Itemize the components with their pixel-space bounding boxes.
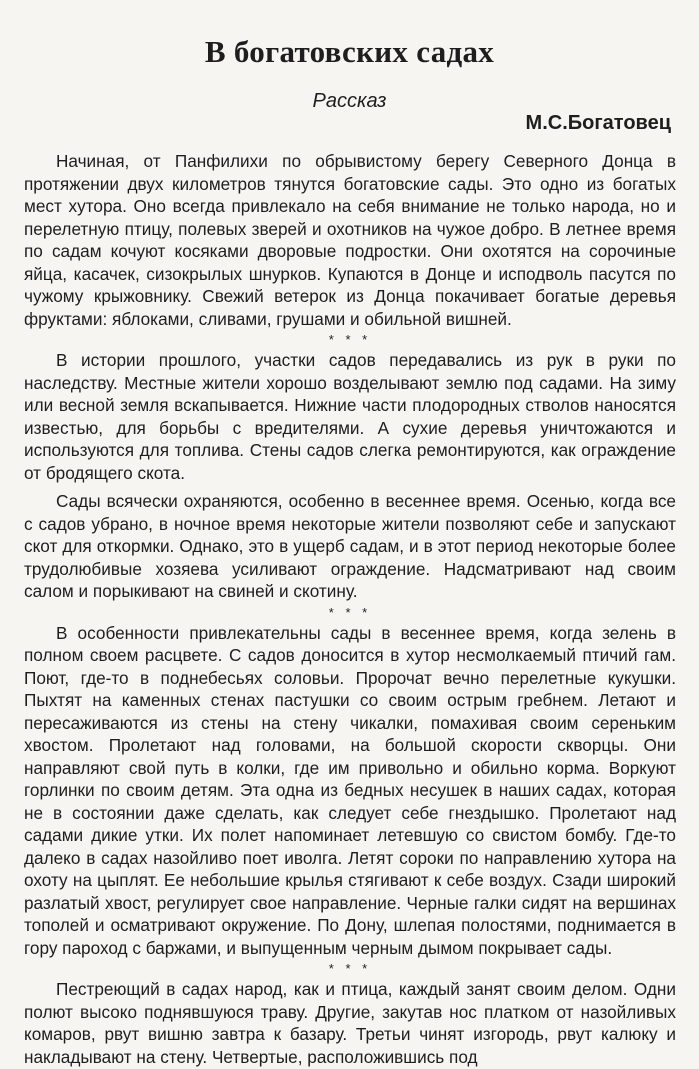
- paragraph-4: В особенности привлекательны сады в весеннее время, когда зелень в полном своем расцвете. С садов доносится в хутор несмолкаемый птичий гам. Поют, где-то в поднебесьях соловьи. Пророчат вечно перелетные кукушки. Пыхтят на каменных стенах пастушки со своим острым гребнем. Летают и пересаживаются из стены на стену чикалки, помахивая своим сереньким хвостом. Пролетают над головами, на большой скорости скворцы. Они направляют свой путь в колки, где им привольно и обильно корма. Воркуют горлинки по своим детям. Эта одна из бедных несушек в наших садах, которая не в состоянии даже сделать, как следует себе гнездышко. Пролетают над садами дикие утки. Их полет напоминает летевшую со свистом бомбу. Где-то далеко в садах назойливо поет иволга. Летят сороки по направлению хутора на охоту на цыплят. Ее небольшие крылья стягивают к себе воздух. Сзади широкий разлатый хвост, регулирует свое направление. Черные галки сидят на вершинах тополей и осматривают окружение. По Дону, шлепая полостями, поднимается в гору пароход с баржами, и выпущенным черным дымом покрывает сады.: [24, 622, 676, 958]
- article-subtitle: Рассказ: [312, 90, 387, 112]
- article-body: [24, 150, 676, 1068]
- section-separator-2: * * *: [328, 604, 372, 620]
- paragraph-5: Пестреющий в садах народ, как и птица, каждый занят своим делом. Одни полют высоко поднявшуюся траву. Другие, закутав нос платком от назойливых комаров, рвут вишню завтра к базару. Третьи чинят изгородь, рвут калюку и накладывают на стену. Четвертые, расположившись под: [24, 979, 676, 1067]
- paragraph-2: В истории прошлого, участки садов передавались из рук в руки по наследству. Местные жители хорошо возделывают землю под садами. На зиму или весной земля вскапывается. Нижние части плодородных стволов наносятся известью, для борьбы с вредителями. А сухие деревья уничтожаются и используются для топлива. Стены садов слегка ремонтируются, как ограждение от бродящего скота.: [24, 350, 676, 483]
- paragraph-3: Сады всячески охраняются, особенно в весеннее время. Осенью, когда все с садов убрано, в ночное время некоторые жители позволяют себе и запускают скот для откормки. Однако, это в ущерб садам, и в этот период некоторые более трудолюбивые хозяева усиливают ограждение. Надсматривают над своим салом и порыкивают на свиней и скотину.: [24, 491, 676, 601]
- paragraph-1: Начиная, от Панфилихи по обрывистому берегу Северного Донца в протяжении двух километров тянутся богатовские сады. Это одно из богатых мест хутора. Оно всегда привлекало на себя внимание не только народа, но и перелетную птицу, полевых зверей и охотников на чужое добро. В летнее время по садам кочуют косяками дворовые подростки. Они охотятся на сорочиные яйца, касачек, сизокрылых шнурков. Купаются в Донце и исподволь пасутся по чужому крыжовнику. Свежий ветерок из Донца покачивает богатые деревья фруктами: яблоками, сливами, грушами и обильной вишней.: [24, 151, 676, 329]
- article-title: В богатовских садах: [204, 34, 495, 69]
- section-separator-1: * * *: [328, 332, 372, 347]
- section-separator-3: * * *: [328, 961, 372, 976]
- article-author: М.С.Богатовец: [525, 112, 671, 134]
